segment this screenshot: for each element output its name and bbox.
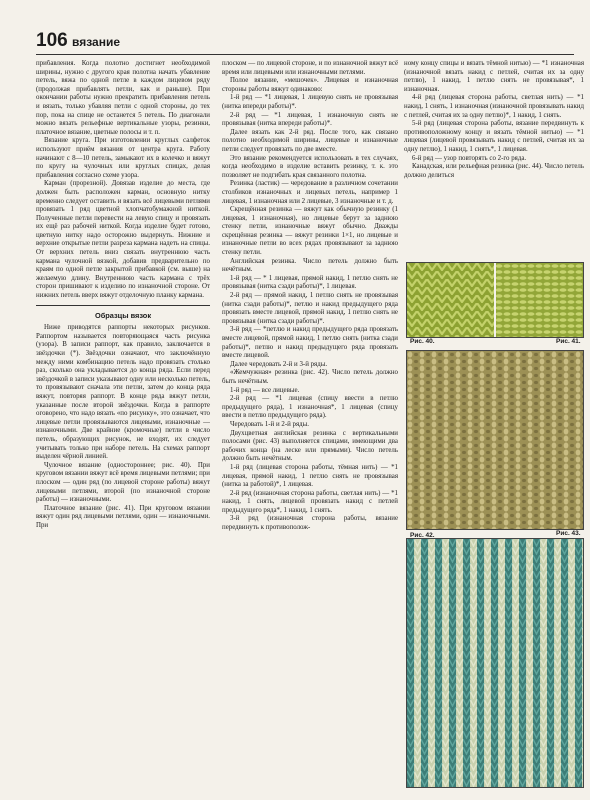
paragraph: Скрещённая резинка — вяжут как обычную резинку (1 лицевая, 1 изнаночная), но лицевые берут за заднюю стенку петли, изнаночные вяжут обычно. Дважды скрещённая резинка — вяжут резинки 1×1, но лицевые и изнаночные петли во всех рядах провязывают за заднюю стенку петли. [222,206,398,257]
figure-42-caption: Рис. 42. [410,532,435,539]
paragraph: 4-й ряд (лицевая сторона работы, светлая нить) — *1 накид, 1 снять, 1 изнаночная (изнаночной провязывать накид с петлей, считая их за одну петлю)*, 1 накид, 1 снять. [404,94,584,119]
column-left [36,60,210,790]
column-right [404,60,584,292]
knit-swatch-figure-43 [406,538,584,788]
paragraph: Далее вязать как 2-й ряд. После того, как связано полотно необходимой ширины, лицевые и изнаночные петли следует провязать по две вместе. [222,128,398,153]
paragraph: Далее чередовать 2-й и 3-й ряды. [230,360,328,368]
paragraph: 6-й ряд — узор повторять со 2-го ряда. [412,154,527,162]
paragraph: Платочное вязание (рис. 41). При круговом вязании вяжут один ряд лицевыми петлями, один — изнаночными. При [36,504,210,529]
paragraph: 2-й ряд (изнаночная сторона работы, светлая нить) — *1 накид, 1 снять, лицевой провязать накид с петлей предыдущего ряда*, 1 накид, 1 снять. [222,489,398,514]
paragraph: 1-й ряд — *1 лицевая, 1 лицевую снять не провязывая (нитка впереди работы)*. [222,94,398,110]
paragraph: 3-й ряд (изнаночная сторона работы, вязание передвинуть к противополож- [222,515,398,532]
paragraph: Канадская, или рельефная резинка (рис. 44). Число петель должно делиться [404,163,584,179]
paragraph: Ниже приводятся раппорты некоторых рисунков. Раппортом называется повторяющаяся часть рисунка (узора). В записи раппорт, как правило, заключается в звёздочки (*). Звёздочки означают, что заключённую между ними комбинацию петель надо провязать столько раз, сколько она укладывается до конца ряда. Если перед звёздочкой в записи указывают одну или несколько петель, то провязывают сначала эти петли, затем до конца ряда вяжут, повторяя раппорт. В конце ряда вяжут петли, указанные после второй звёздочки. Когда в раппорте оговорено, что надо вязать «по рисунку», это означает, что лицевые петли провязываются лицевыми, изнаночные — изнаночными. Две крайние (кромочные) петли в число петель, образующих рисунок, не входят, их следует учитывать только при наборе петель. На схемах раппорт выделен чёрной линией. [36,324,210,461]
paragraph: 5-й ряд (лицевая сторона работы, вязание передвинуть к противоположному концу и вязать тёмной нитью) — *1 лицевая (лицевой провязывать накид с петлей, считая их за одну петлю), 1 накид, 1 снять*, 1 лицевая. [404,120,584,153]
paragraph: прибавления. Когда полотно достигнет необходимой ширины, нужно с другого края полотна начать убавление петель, вяжа по одной петле в каждом лицевом ряду (продолжая прибавлять петли, как и раньше). При окончании работы нужно прекратить прибавления петель и вязать, только убавляя петли с одной стороны, до тех пор, пока на спице не останется 5 петель. По диагонали можно вязать рельефные вертикальные узоры, резинки, платочное вязание, цветные полосы и т. п. [36,60,210,136]
paragraph: Вязание круга. При изготовлении круглых салфеток используют приём вязания от центра круга. Работу начинают с 8—10 петель, замыкают их в колечко и вяжут по кругу на чулочных или круглых спицах, делая прибавления согласно схеме узора. [36,137,210,179]
knit-swatch-figure-40-41 [406,262,584,338]
section-divider [36,305,210,306]
section-title: вязание [72,35,120,49]
knit-swatch-figure-42 [406,350,584,530]
paragraph: 2-й ряд — *1 лицевая, 1 изнаночную снять не провязывая (нитка впереди работы)*. [222,111,398,128]
paragraph: Резинка (ластик) — чередование в различном сочетании столбиков изнаночных и лицевых петель, например 1 лицевая, 1 изнаночная или 2 лицевые, 3 изнаночные и т. д. [222,180,398,205]
section-heading: Образцы вязок [94,310,152,320]
column-middle [222,60,398,790]
paragraph: 3-й ряд — *петлю и накид предыдущего ряда провязать вместе лицевой, прямой накид, 1 петлю снять (нитка сзади работы)*, петлю и накид предыдущего ряда провязать вместе лицевой. [222,326,398,360]
paragraph: 1-й ряд — все лицевые. [230,386,300,394]
paragraph: Чулочное вязание (одностороннее; рис. 40). При круговом вязании вяжут всё время лицевыми петлями; при плоском — один ряд (по лицевой стороне работы) вяжут лицевыми петлями, второй (по изнаночной стороне работы) — изнаночными. [36,461,210,504]
paragraph: плоском — по лицевой стороне, и по изнаночной вяжут всё время или лицевыми или изнаночными петлями. [222,60,398,76]
paragraph: 1-й ряд (лицевая сторона работы, тёмная нить) — *1 лицевая, прямой накид, 1 петлю снять не провязывая (нитка за работой)*, 1 лицевая. [222,463,398,489]
paragraph: Полое вязание, «мешочек». Лицевая и изнаночная стороны работы вяжут одинаково: [222,77,398,93]
paragraph: 2-й ряд — *1 лицевая (спицу ввести в петлю предыдущего ряда), 1 изнаночная*, 1 лицевая (спицу ввести в петлю предыдущего ряда). [222,395,398,420]
paragraph: «Жемчужная» резинка (рис. 42). Число петель должно быть нечётным. [222,369,398,385]
paragraph: Двухцветная английская резинка с вертикальными полосами (рис. 43) выполняется спицами, имеющими два рабочих конца (на леске или прямыми). Число петель должно быть нечётным. [222,429,398,463]
paragraph: 2-й ряд — прямой накид, 1 петлю снять не провязывая (нитка сзади работы)*, петлю и накид предыдущего ряда провязать вместе лицевой, прямой накид, 1 петлю снять не провязывая (нитка сзади работы)*. [222,292,398,325]
figure-41-caption: Рис. 41. [556,338,581,345]
figure-43-caption: Рис. 43. [556,530,581,537]
page-number: 106 [36,30,68,51]
paragraph: Английская резинка. Число петель должно быть нечётным. [222,257,398,274]
paragraph: Чередовать 1-й и 2-й ряды. [230,420,310,428]
header-rule [36,54,574,55]
paragraph: ному концу спицы и вязать тёмной нитью) — *1 изнаночная (изнаночной вязать накид с петлей, считая их за одну петлю), 1 накид, 1 петлю снять не провязывая*, 1 изнаночная. [404,60,584,93]
paragraph: 1-й ряд — * 1 лицевая, прямой накид, 1 петлю снять не провязывая (нитка сзади работы)*, 1 лицевая. [222,274,398,291]
paragraph: Это вязание рекомендуется использовать в тех случаях, когда необходимо в изделие вставить резинку, т. к. это позволяет не подгибать края связанного полотна. [222,154,398,179]
paragraph: Карман (прорезной). Довязав изделие до места, где должен быть расположен карман, основную нитку временно следует оставить и вязать всё лицевыми петлями провязать 1 ряд цветной хлопчатобумажной ниткой. Полученные петли перевести на левую спицу и провязать их ещё раз рабочей ниткой. Когда изделие будет готово, цветную нитку надо осторожно выдернуть. Нижние и верхние открытые петли разреза кармана надеть на спицы. От верхних петель вниз связать внутреннюю часть кармана чулочной вязкой, добавив предварительно по краям по одной петле закрытой прибавкой (см. выше) на желаемую длину. Внутреннюю часть кармана с трёх сторон пришивают к изделию по изнаночной стороне. От нижних петель вверх вяжут отделочную планку кармана. [36,180,210,300]
figure-40-caption: Рис. 40. [410,338,435,345]
